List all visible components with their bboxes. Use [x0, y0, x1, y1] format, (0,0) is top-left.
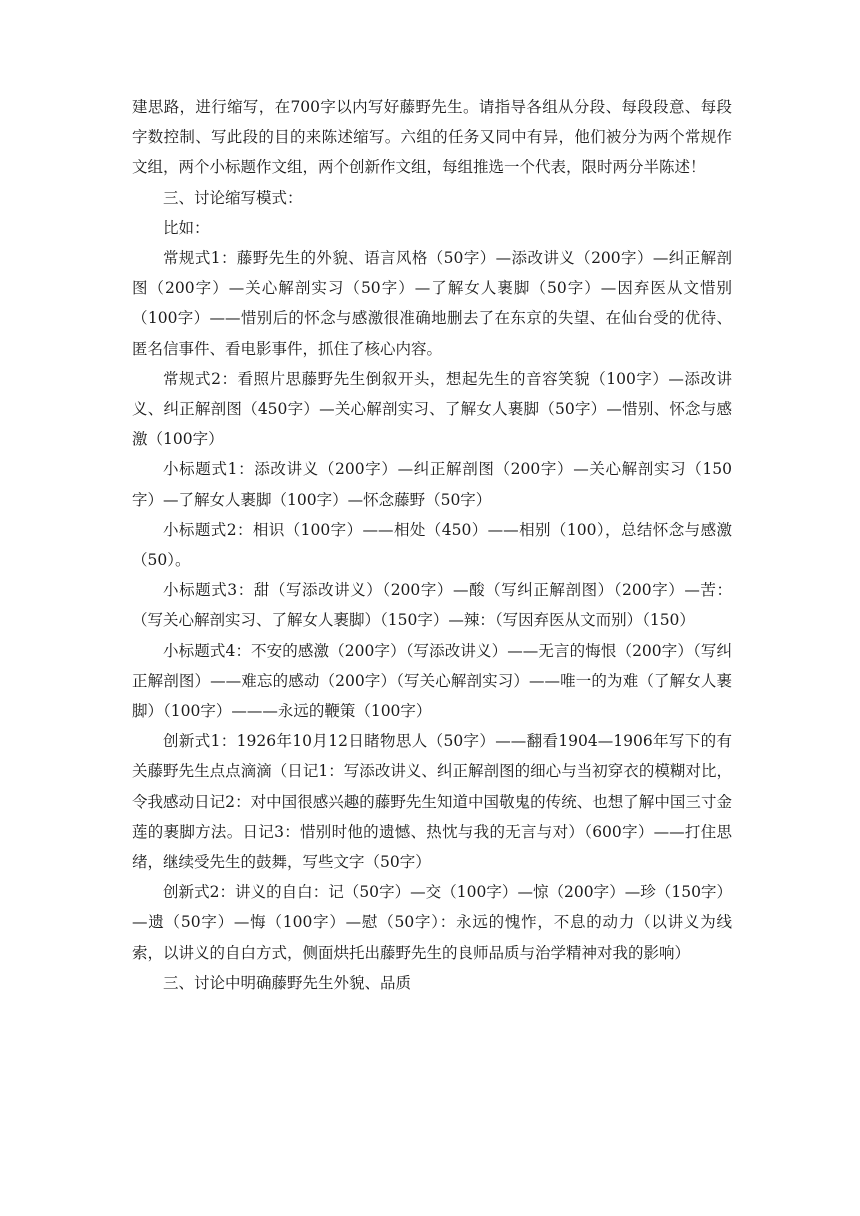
paragraph-creative-mode-1: 创新式1：1926年10月12日睹物思人（50字）——翻看1904—1906年写下的有关藤野先生点点滴滴（日记1：写添改讲义、纠正解剖图的细心与当初穿衣的模糊对比，令我感动日记2：对中国很感兴趣的藤野先生知道中国敬鬼的传统、也想了解中国三寸金莲的裹脚方法。日记3：惜别时他的遗憾、热忱与我的无言与对）（600字）——打住思绪，继续受先生的鼓舞，写些文字（50字） — [132, 732, 732, 872]
section-heading-discuss-modes: 三、讨论缩写模式： — [163, 188, 303, 207]
section-heading-appearance-character: 三、讨论中明确藤野先生外貌、品质 — [163, 973, 412, 992]
paragraph-task-instructions: 建思路，进行缩写，在700字以内写好藤野先生。请指导各组从分段、每段段意、每段字数控制、写此段的目的来陈述缩写。六组的任务又同中有异，他们被分为两个常规作文组，两个小标题作文组，两个创新作文组，每组推选一个代表，限时两分半陈述！ — [132, 98, 732, 177]
paragraph-creative-mode-2: 创新式2：讲义的自白：记（50字）—交（100字）—惊（200字）—珍（150字）—遗（50字）—悔（100字）—慰（50字）：永远的愧怍，不息的动力（以讲义为线索，以讲义的自白方式，侧面烘托出藤野先生的良师品质与治学精神对我的影响） — [132, 883, 732, 962]
paragraph-subtitle-mode-1: 小标题式1：添改讲义（200字）—纠正解剖图（200字）—关心解剖实习（150字）—了解女人裹脚（100字）—怀念藤野（50字） — [132, 460, 732, 509]
paragraph-regular-mode-1: 常规式1：藤野先生的外貌、语言风格（50字）—添改讲义（200字）—纠正解剖图（200字）—关心解剖实习（50字）—了解女人裹脚（50字）—因弃医从文惜别（100字）——惜别后的怀念与感激很准确地删去了在东京的失望、在仙台受的优待、匿名信事件、看电影事件，抓住了核心内容。 — [132, 249, 732, 358]
paragraph-regular-mode-2: 常规式2：看照片思藤野先生倒叙开头，想起先生的音容笑貌（100字）—添改讲义、纠正解剖图（450字）—关心解剖实习、了解女人裹脚（50字）—惜别、怀念与感激（100字） — [132, 369, 732, 449]
paragraph-for-example: 比如： — [163, 218, 210, 237]
document-body — [132, 92, 732, 998]
paragraph-subtitle-mode-2: 小标题式2：相识（100字）——相处（450）——相别（100），总结怀念与感激（50）。 — [132, 520, 732, 570]
paragraph-subtitle-mode-3: 小标题式3：甜（写添改讲义）（200字）—酸（写纠正解剖图）（200字）—苦：（写关心解剖实习、了解女人裹脚）（150字）—辣：（写因弃医从文而别）（150） — [132, 581, 732, 630]
paragraph-subtitle-mode-4: 小标题式4：不安的感激（200字）（写添改讲义）——无言的悔恨（200字）（写纠正解剖图）——难忘的感动（200字）（写关心解剖实习）——唯一的为难（了解女人裹脚）（100字）———永远的鞭策（100字） — [132, 641, 732, 721]
